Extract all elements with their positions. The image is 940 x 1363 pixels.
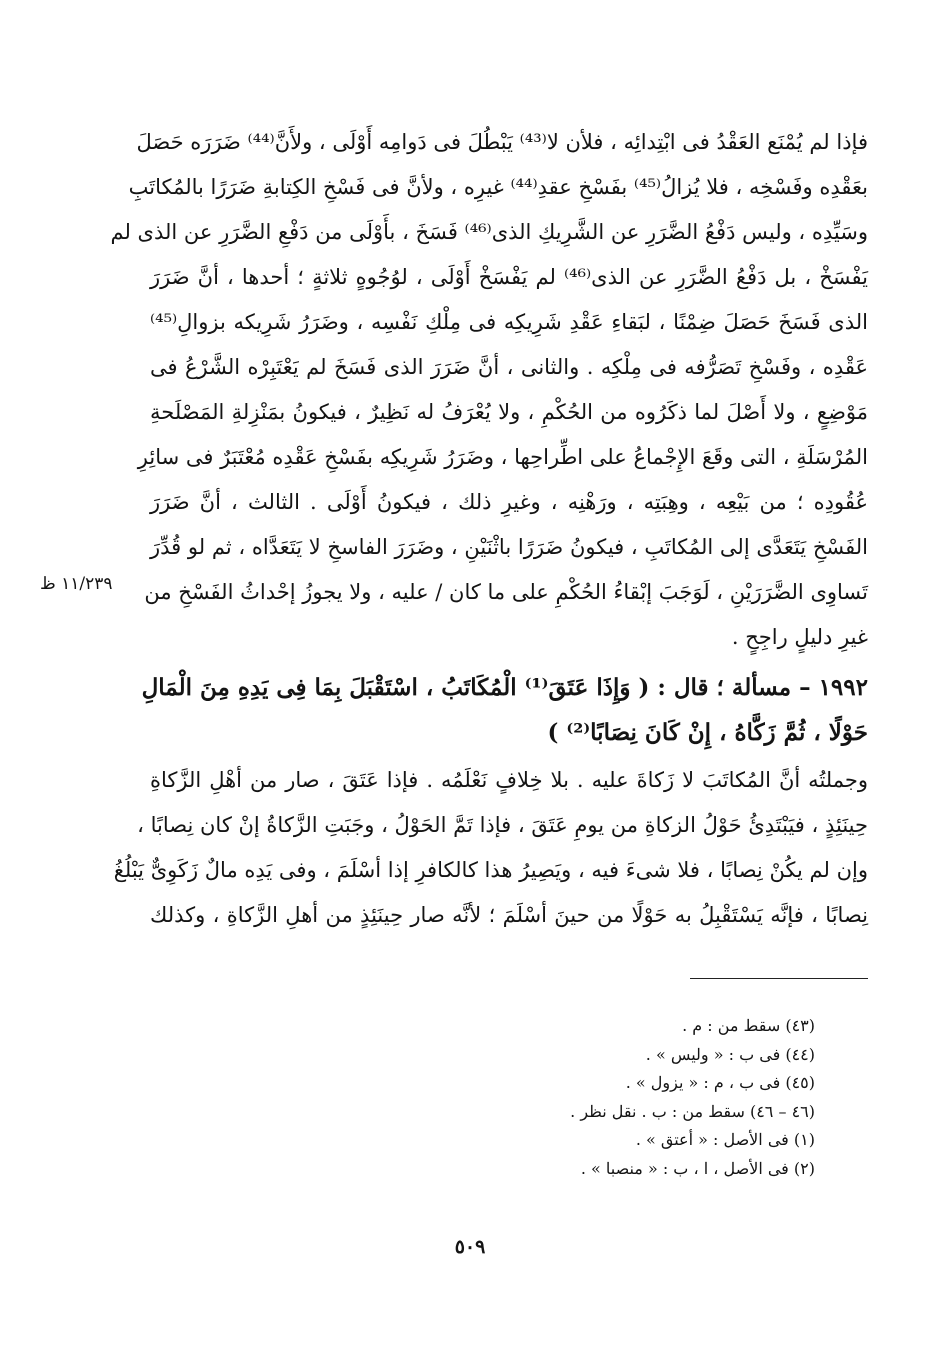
margin-folio-reference: ١١/٢٣٩ ظ [40, 574, 113, 594]
footnote-divider [690, 978, 868, 979]
footnote: (١) فى الأصل : « أعتق » . [635, 1130, 815, 1149]
text-line: غيرِ دليلٍ راجِحٍ . [731, 625, 868, 649]
text-line: وجملتُه أنَّ المُكاتَبَ لا زَكاةَ عليه . بلا خِلافٍ نَعْلَمُه . فإذا عَتَقَ ، صار من أهْلِ الزَّكاةِ [150, 768, 868, 792]
text-line: حِينَئِذٍ ، فيَبْتَدِئُ حَوْلُ الزكاةِ من يومِ عَتَقَ ، فإذا تَمَّ الحَوْلُ ، وجَبَتِ الزَّكاةُ إنْ كان نِصابًا ، [137, 813, 868, 837]
text-line: الفَسْخِ يَتَعَدَّى إلى المُكاتَبِ ، فيكونُ ضَرَرًا باثْنَيْنِ ، وضَرَرَ الفاسخِ لا يَتَعَدَّاه ، ثم لو قُدِّرَ [150, 535, 868, 559]
footnotes [450, 1012, 815, 1183]
text-line: المُرْسَلَةِ ، التى وقَعَ الإِجْماعُ على اطِّراحِها ، وضَرَرُ شَرِيكِه بفَسْخِ عَقْدِه مُعْتَبَرٌ فى سائِرِ [137, 445, 868, 469]
masala-heading [141, 665, 868, 755]
text-line: نِصابًا ، فإنَّه يَسْتَقْبِلُ به حَوْلًا من حينَ أسْلَمَ ؛ لأنَّه صار حِينَئِذٍ من أهلِ الزَّكاةِ ، وكذلك [150, 903, 868, 927]
text-line: عَقْدِه ، وفَسْخِ تَصَرُّفه فى مِلْكِه . والثانى ، أنَّ ضَرَرَ الذى فَسَخَ لم يَعْتَبِرْه الشَّرْعُ فى [150, 355, 868, 379]
text-line: عُقُودِه ؛ من بَيْعِه ، وهِبَتِه ، ورَهْنِه ، وغيرِ ذلك ، فيكونُ أَوْلَى . الثالث ، أنَّ ضَرَرَ [150, 490, 868, 514]
text-line: مَوْضِعٍ ، ولا أَصْلَ لما ذكَرُوه من الحُكْمِ ، ولا يُعْرَفُ له نَظِيرٌ ، فيكونُ بمَنْزِلةِ المَصْلَحةِ [150, 400, 868, 424]
text-line: يَفْسَخْ ، بل دَفْعُ الضَّرَرِ عن الذى⁽⁴⁶⁾ لم يَفْسَخْ أَوْلَى ، لوُجُوهٍ ثلاثةٍ ؛ أحدها ، أنَّ ضَرَرَ [150, 265, 868, 289]
explanation-paragraph [113, 758, 868, 938]
footnote: (٤٣) سقط من : م . [682, 1016, 815, 1035]
footnote: (٤٤) فى ب : « وليس » . [645, 1044, 815, 1064]
heading-line: ١٩٩٢ – مسألة ؛ قال : ( وَإِذَا عَتَقَ⁽¹⁾ الْمُكَاتَبُ ، اسْتَقْبَلَ بِمَا فِى يَدِهِ مِنَ الْمَالِ [141, 674, 868, 701]
text-line: وإن لم يكُنْ نِصابًا ، فلا شىءَ فيه ، ويَصِيرُ هذا كالكافرِ إذا أسْلَمَ ، وفى يَدِه مالٌ زَكَوِىٌّ يَبْلُغُ [113, 858, 868, 882]
text-line: فإذا لم يُمْنَع العَقْدُ فى ابْتِدائِه ، فلأن لا⁽⁴³⁾ يَبْطُلَ فى دَوامِه أَوْلَى ، ولأَنَّ⁽⁴⁴⁾ ضَرَرَه حَصَلَ [136, 130, 868, 154]
text-line: تَساوِى الضَّرَرَيْنِ ، لَوَجَبَ إبْقاءُ الحُكْمِ على ما كان / عليه ، ولا يجوزُ إحْداثُ الفَسْخِ من [144, 580, 868, 604]
footnote: (٢) فى الأصل ، ا ، ب : « منصبا » . [580, 1158, 815, 1178]
text-line: بعَقْدِه وفَسْخِه ، فلا يُزالُ⁽⁴⁵⁾ بفَسْخِ عقدِ⁽⁴⁴⁾ غيرِه ، ولأنَّ فى فَسْخِ الكِتابةِ ضَرَرًا بالمُكاتَبِ [128, 175, 868, 199]
heading-line: حَوْلًا ، ثُمَّ زَكَّاهُ ، إِنْ كَانَ نِصَابًا⁽²⁾ ) [547, 719, 868, 746]
text-line: وسَيِّدِه ، وليس دَفْعُ الضَّرَرِ عن الشَّرِيكِ الذى⁽⁴⁶⁾ فَسَخَ ، بأَوْلَى من دَفْعِ الضَّرَرِ عن الذى لم [110, 220, 868, 244]
footnote: (٤٥) فى ب ، م : « يزول » . [625, 1073, 815, 1092]
page-number: ٥٠٩ [454, 1236, 486, 1258]
footnote: (٤٦ – ٤٦) سقط من : ب . نقل نظر . [570, 1101, 815, 1121]
main-paragraph [110, 120, 868, 660]
text-line: الذى فَسَخَ حَصَلَ ضِمْنًا ، لبَقاءِ عَقْدِ شَرِيكِه فى مِلْكِ نَفْسِه ، وضَرَرُ شَرِيكه بزوالِ⁽⁴⁵⁾ [150, 310, 868, 334]
